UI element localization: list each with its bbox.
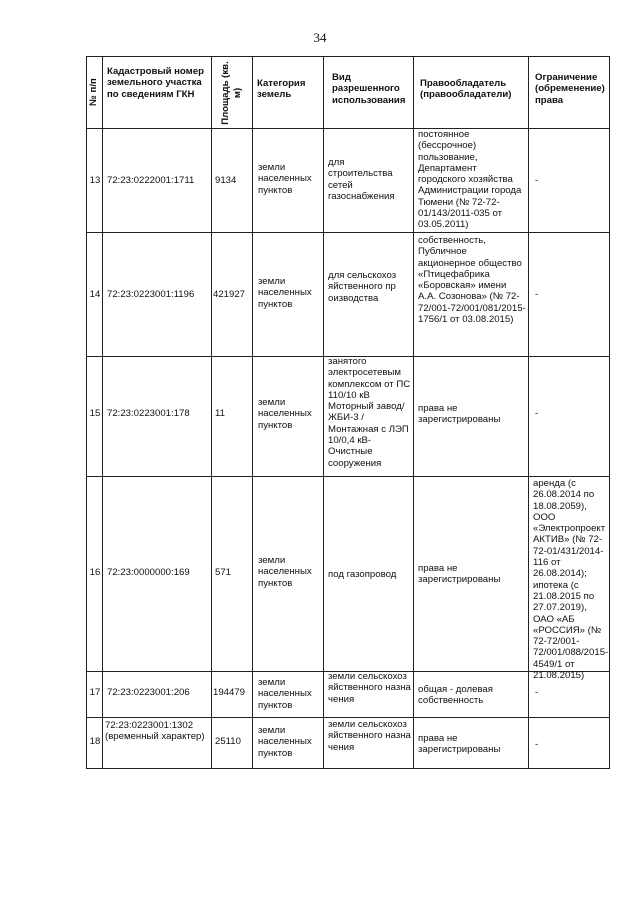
- header-area: Площадь (кв. м): [220, 61, 243, 125]
- row-area: 11: [215, 408, 225, 419]
- row-restriction: -: [535, 175, 539, 186]
- row-category: земли населенных пунктов: [258, 555, 312, 589]
- row-owner: права не зарегистрированы: [418, 403, 501, 426]
- row-owner: права не зарегистрированы: [418, 733, 501, 756]
- row-num: 15: [89, 408, 101, 419]
- grid-line: [86, 768, 610, 769]
- row-area: 25110: [215, 736, 241, 747]
- grid-line: [609, 56, 610, 769]
- grid-line: [252, 56, 253, 769]
- row-cadastral: 72:23:0223001:1196: [107, 289, 195, 300]
- header-owner: Правообладатель (правообладатели): [420, 78, 512, 101]
- row-restriction: -: [535, 408, 539, 419]
- grid-line: [102, 56, 103, 769]
- row-owner: права не зарегистрированы: [418, 563, 501, 586]
- grid-line: [528, 56, 529, 769]
- row-use: земли сельскохозяйственного назначения: [328, 671, 411, 705]
- row-cadastral: 72:23:0222001:1711: [107, 175, 195, 186]
- row-use: земли сельскохозяйственного назначения: [328, 719, 411, 753]
- grid-line: [86, 476, 610, 477]
- row-cadastral: 72:23:0223001:178: [107, 408, 190, 419]
- row-restriction: аренда (с 26.08.2014 по 18.08.2059), ООО «Электропроект АКТИВ» (№ 72-72-01/431/2014-116 от 26.08.2014); ипотека (с 21.08.2015 по 27.07.2019), ОАО «АБ «РОССИЯ» (№ 72-72/001-72/001/088/2015-4549/1 от 21.08.2015): [533, 478, 609, 682]
- grid-line: [86, 56, 610, 57]
- header-restriction: Ограничение (обременение) права: [535, 72, 605, 106]
- row-num: 18: [89, 736, 101, 747]
- row-num: 16: [89, 567, 101, 578]
- row-restriction: -: [535, 687, 539, 698]
- row-use: для строительства сетей газоснабжения: [328, 157, 395, 202]
- grid-line: [323, 56, 324, 769]
- row-area: 571: [215, 567, 232, 578]
- row-cadastral: 72:23:0223001:1302 (временный характер): [105, 720, 205, 743]
- row-use: под газопровод: [328, 569, 397, 580]
- page-number: 34: [313, 30, 327, 45]
- grid-line: [86, 232, 610, 233]
- grid-line: [86, 56, 87, 769]
- grid-line: [86, 128, 610, 129]
- row-owner: постоянное (бессрочное) пользование, Департамент городского хозяйства Администрации города Тюмени (№ 72-72-01/143/2011-035 от 03.05.2011): [418, 129, 522, 231]
- row-category: земли населенных пунктов: [258, 725, 312, 759]
- row-category: земли населенных пунктов: [258, 677, 312, 711]
- row-category: земли населенных пунктов: [258, 397, 312, 431]
- row-restriction: -: [535, 739, 539, 750]
- row-area: 421927: [213, 289, 246, 300]
- grid-line: [211, 56, 212, 769]
- row-owner: собственность, Публичное акционерное общество «Птицефабрика «Боровская» имени А.А. Созонова» (№ 72-72/001-72/001/081/2015-1756/1 от 03.08.2015): [418, 235, 526, 326]
- row-num: 17: [89, 687, 101, 698]
- row-area: 9134: [215, 175, 237, 186]
- row-num: 13: [89, 175, 101, 186]
- row-use: занятого электросетевым комплексом от ПС 110/10 кВ Моторный завод/ЖБИ-3 /Монтажная с ЛЭП 10/0,4 кВ-Очистные сооружения: [328, 356, 411, 469]
- row-category: земли населенных пунктов: [258, 276, 312, 310]
- grid-line: [413, 56, 414, 769]
- row-cadastral: 72:23:0000000:169: [107, 567, 190, 578]
- row-owner: общая - долевая собственность: [418, 684, 493, 707]
- grid-line: [86, 717, 610, 718]
- header-use: Вид разрешенного использования: [332, 72, 406, 106]
- row-restriction: -: [535, 289, 539, 300]
- row-num: 14: [89, 289, 101, 300]
- row-cadastral: 72:23:0223001:206: [107, 687, 190, 698]
- header-cadastral: Кадастровый номер земельного участка по сведениям ГКН: [107, 66, 204, 100]
- row-category: земли населенных пунктов: [258, 162, 312, 196]
- header-num: № п/п: [88, 78, 99, 106]
- row-use: для сельскохозяйственного производства: [328, 270, 397, 304]
- row-area: 194479: [213, 687, 246, 698]
- header-category: Категория земель: [257, 78, 306, 101]
